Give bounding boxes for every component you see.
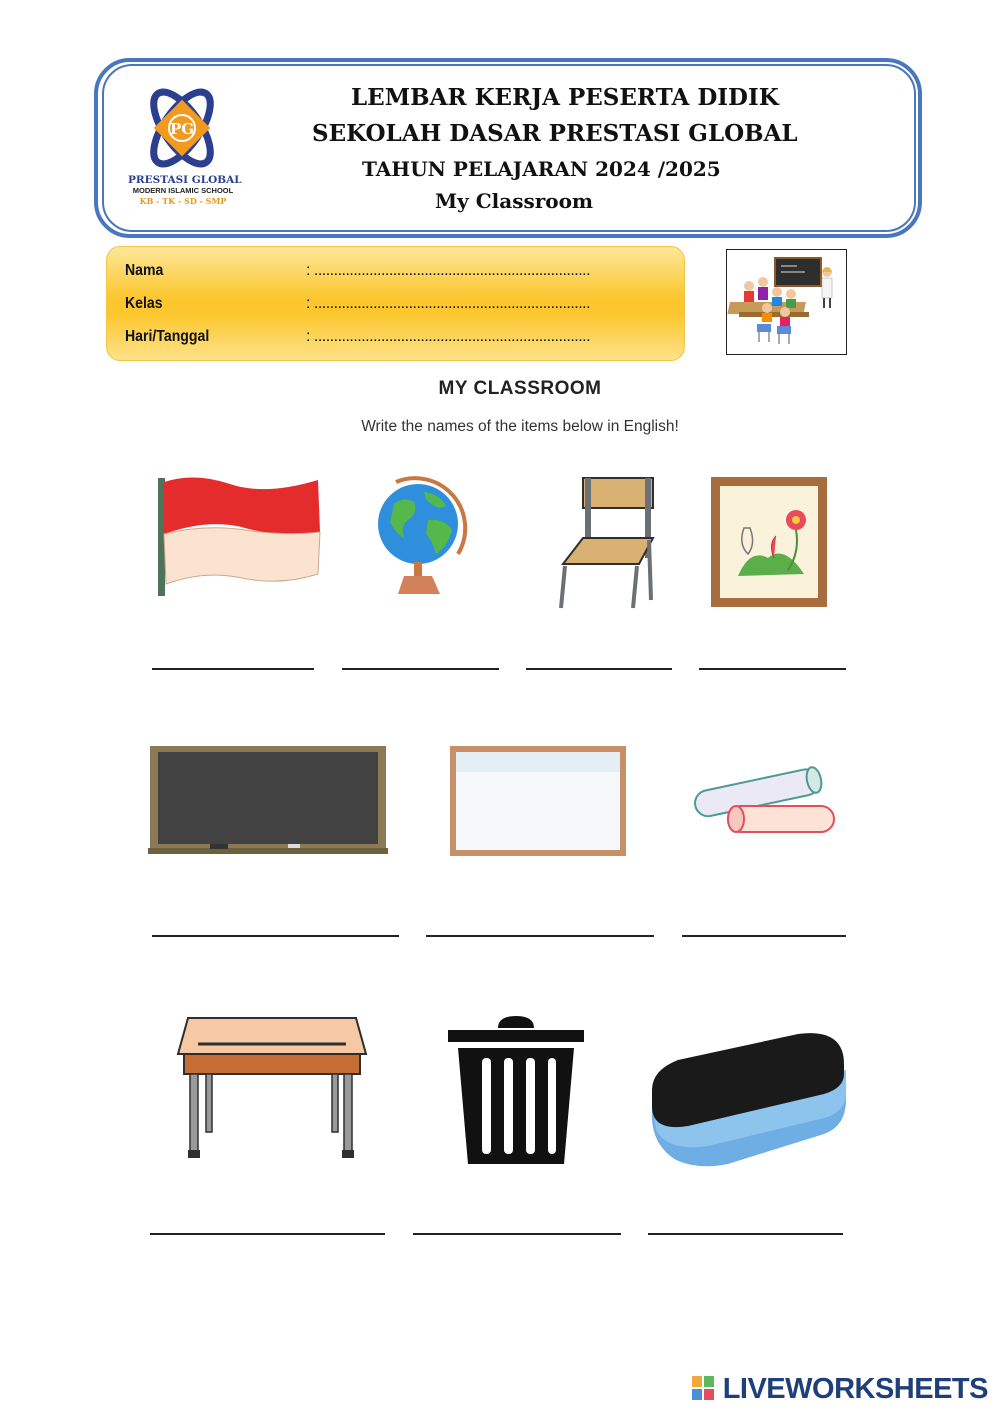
school-logo-icon bbox=[136, 84, 228, 172]
chair-icon bbox=[553, 474, 657, 612]
answer-line-6[interactable] bbox=[426, 935, 654, 937]
picture-frame-icon bbox=[708, 474, 830, 610]
flag-icon bbox=[150, 474, 325, 598]
identity-field-date[interactable]: : ...................................................................... bbox=[306, 328, 591, 345]
answer-line-1[interactable] bbox=[152, 668, 314, 670]
globe-icon bbox=[374, 474, 470, 598]
answer-line-8[interactable] bbox=[150, 1233, 385, 1235]
liveworksheets-logo-icon bbox=[692, 1376, 714, 1400]
answer-line-4[interactable] bbox=[699, 668, 846, 670]
eraser-icon bbox=[648, 1030, 850, 1170]
classroom-picture bbox=[726, 249, 847, 355]
header-title-3: TAHUN PELAJARAN 2024 /2025 bbox=[362, 157, 721, 181]
logo-subtitle: MODERN ISLAMIC SCHOOL bbox=[132, 186, 234, 195]
answer-line-3[interactable] bbox=[526, 668, 672, 670]
header-title-1: LEMBAR KERJA PESERTA DIDIK bbox=[351, 84, 779, 111]
answer-line-10[interactable] bbox=[648, 1233, 843, 1235]
instruction-text: Write the names of the items below in English! bbox=[361, 418, 679, 435]
identity-field-name[interactable]: : ...................................................................... bbox=[306, 262, 591, 279]
header-title-4: My Classroom bbox=[435, 189, 594, 213]
identity-label-name: Nama bbox=[125, 262, 164, 279]
answer-line-9[interactable] bbox=[413, 1233, 621, 1235]
blackboard-icon bbox=[148, 744, 388, 856]
answer-line-2[interactable] bbox=[342, 668, 499, 670]
logo-initials: PG bbox=[169, 120, 195, 138]
trash-bin-icon bbox=[446, 1014, 586, 1166]
chalk-icon bbox=[686, 760, 840, 844]
logo-name: PRESTASI GLOBAL bbox=[128, 174, 242, 186]
footer-brand[interactable]: LIVEWORKSHEETS bbox=[722, 1373, 988, 1405]
classroom-scene-icon bbox=[727, 250, 845, 353]
logo-levels: KB - TK - SD - SMP bbox=[139, 196, 227, 206]
whiteboard-icon bbox=[448, 744, 628, 858]
section-title: MY CLASSROOM bbox=[438, 378, 602, 399]
answer-line-5[interactable] bbox=[152, 935, 399, 937]
identity-label-class: Kelas bbox=[125, 295, 163, 312]
identity-label-date: Hari/Tanggal bbox=[125, 328, 210, 345]
header-title-2: SEKOLAH DASAR PRESTASI GLOBAL bbox=[312, 120, 798, 147]
desk-icon bbox=[174, 1014, 370, 1162]
answer-line-7[interactable] bbox=[682, 935, 846, 937]
identity-field-class[interactable]: : ...................................................................... bbox=[306, 295, 591, 312]
